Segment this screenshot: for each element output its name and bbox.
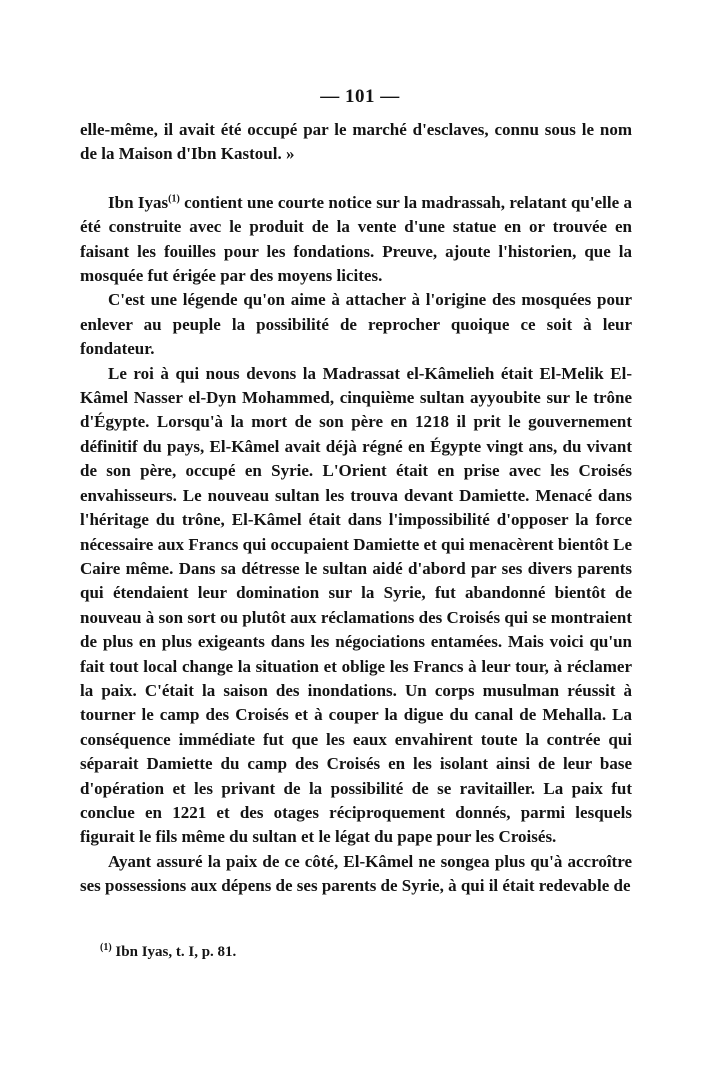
footnote-marker: (1) [100,942,112,953]
paragraph-ibn-iyas [80,191,632,289]
footnote-reference: (1) [168,193,180,205]
paragraph-peace: Ayant assuré la paix de ce côté, El-Kâmel ne songea plus qu'à accroître ses possessions aux dépens de ses parents de Syrie, à qui il était redevable de [80,851,632,896]
paragraph-continued: elle-même, il avait été occupé par le marché d'esclaves, connu sous le nom de la Maison d'Ibn Kastoul. » [80,120,632,164]
paragraph-lead: Ibn Iyas [108,192,169,212]
paragraph-text: contient une courte notice sur la madrassah, relatant qu'elle a été construite avec le produit de la vente d'une statue en or trouvée en faisant les fouilles pour les fondations. Preuve, ajoute l'historien, que la mosquée fut érigée par des moyens licites. [80,192,632,286]
paragraph-legend: C'est une légende qu'on aime à attacher à l'origine des mosquées pour enlever au peuple la possibilité de reprocher quoique ce soit à leur fondateur. [80,290,632,359]
paragraph-sultan: Le roi à qui nous devons la Madrassat el-Kâmelieh était El-Melik El-Kâmel Nasser el-Dyn Mohammed, cinquième sultan ayyoubite sur le trône d'Égypte. Lorsqu'à la mort de son père en 1218 il prit le gouvernement définitif du pays, El-Kâmel avait déjà régné en Égypte vingt ans, du vivant de son père, occupé en Syrie. L'Orient était en prise avec les Croisés envahisseurs. Le nouveau sultan les trouva devant Damiette. Menacé dans l'héritage du trône, El-Kâmel était dans l'impossibilité d'opposer la force nécessaire aux Francs qui occupaient Damiette et qui menacèrent bientôt Le Caire même. Dans sa détresse le sultan aidé d'abord par ses divers parents qui étendaient leur domination sur la Syrie, fut abandonné bientôt de nouveau à son sort ou plutôt aux réclamations des Croisés qui se montraient de plus en plus exigeants dans les négociations entamées. Mais voici qu'un fait tout local change la situation et oblige les Francs à leur tour, à réclamer la paix. C'était la saison des inondations. Un corps musulman réussit à tourner le camp des Croisés et à couper la digue du canal de Mehalla. La conséquence immédiate fut que les eaux envahirent toute la contrée qui séparait Damiette du camp des Croisés en les isolant ainsi de leur base d'opération et les privant de la possibilité de se ravitailler. La paix fut conclue en 1221 et des otages réciproquement donnés, parmi lesquels figurait le fils même du sultan et le légat du pape pour les Croisés. [80,363,632,847]
footnote-text: Ibn Iyas, t. I, p. 81. [115,944,237,960]
footnote [100,944,620,961]
page-body [80,118,632,899]
page-number: — 101 — [320,86,400,107]
